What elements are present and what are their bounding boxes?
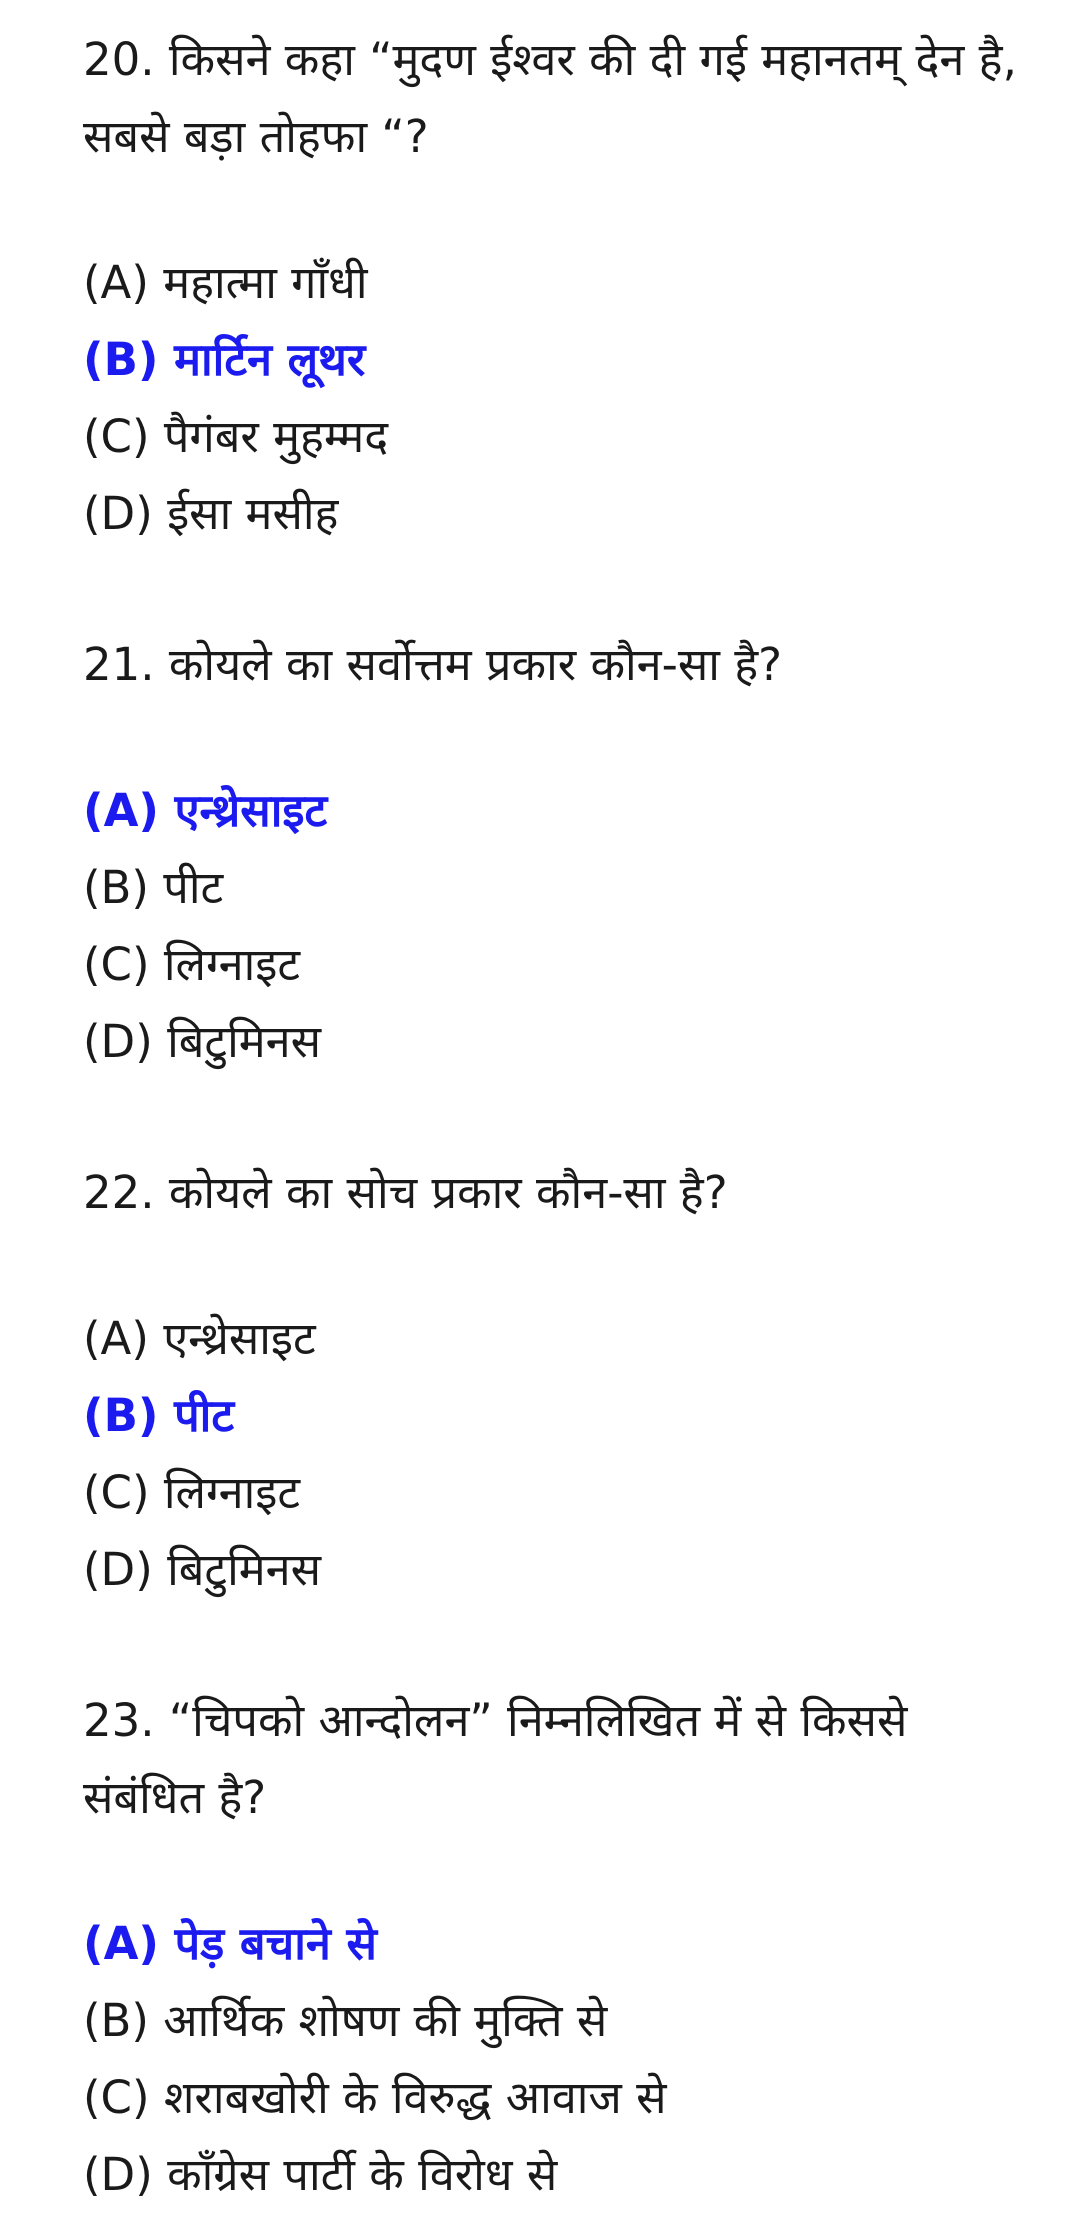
option-b-correct-answer: (B) मार्टिन लूथर	[83, 333, 366, 386]
option-b: (B) आर्थिक शोषण की मुक्ति से	[83, 1994, 608, 2047]
option-c: (C) पैगंबर मुहम्मद	[83, 410, 389, 463]
question-text: 20. किसने कहा “मुदण ईश्वर की दी गई महानतम् देन है, सबसे बड़ा तोहफा “?	[83, 33, 1017, 163]
option-list	[83, 1905, 1023, 2213]
question-21	[83, 626, 1023, 1080]
option-b: (B) पीट	[83, 861, 224, 914]
option-d: (D) काँग्रेस पार्टी के विरोध से	[83, 2148, 558, 2201]
option-d: (D) बिटुमिनस	[83, 1543, 322, 1596]
option-list	[83, 772, 1023, 1080]
option-b-correct-answer: (B) पीट	[83, 1389, 234, 1442]
question-text: 22. कोयले का सोच प्रकार कौन-सा है?	[83, 1166, 728, 1219]
question-20	[83, 21, 1023, 552]
option-a: (A) महात्मा गाँधी	[83, 256, 368, 309]
option-c: (C) लिग्नाइट	[83, 1466, 301, 1519]
option-d: (D) बिटुमिनस	[83, 1015, 322, 1068]
question-22	[83, 1154, 1023, 1608]
option-a-correct-answer: (A) पेड़ बचाने से	[83, 1917, 377, 1970]
question-23	[83, 1682, 1023, 2213]
option-c: (C) लिग्नाइट	[83, 938, 301, 991]
option-list	[83, 1300, 1023, 1608]
question-text: 23. “चिपको आन्दोलन” निम्नलिखित में से किससे संबंधित है?	[83, 1694, 908, 1824]
option-a: (A) एन्थ्रेसाइट	[83, 1312, 316, 1365]
option-c: (C) शराबखोरी के विरुद्ध आवाज से	[83, 2071, 667, 2124]
question-text: 21. कोयले का सर्वोत्तम प्रकार कौन-सा है?	[83, 638, 783, 691]
option-a-correct-answer: (A) एन्थ्रेसाइट	[83, 784, 328, 837]
quiz-content	[83, 0, 1023, 2213]
option-d: (D) ईसा मसीह	[83, 487, 339, 540]
option-list	[83, 244, 1023, 552]
